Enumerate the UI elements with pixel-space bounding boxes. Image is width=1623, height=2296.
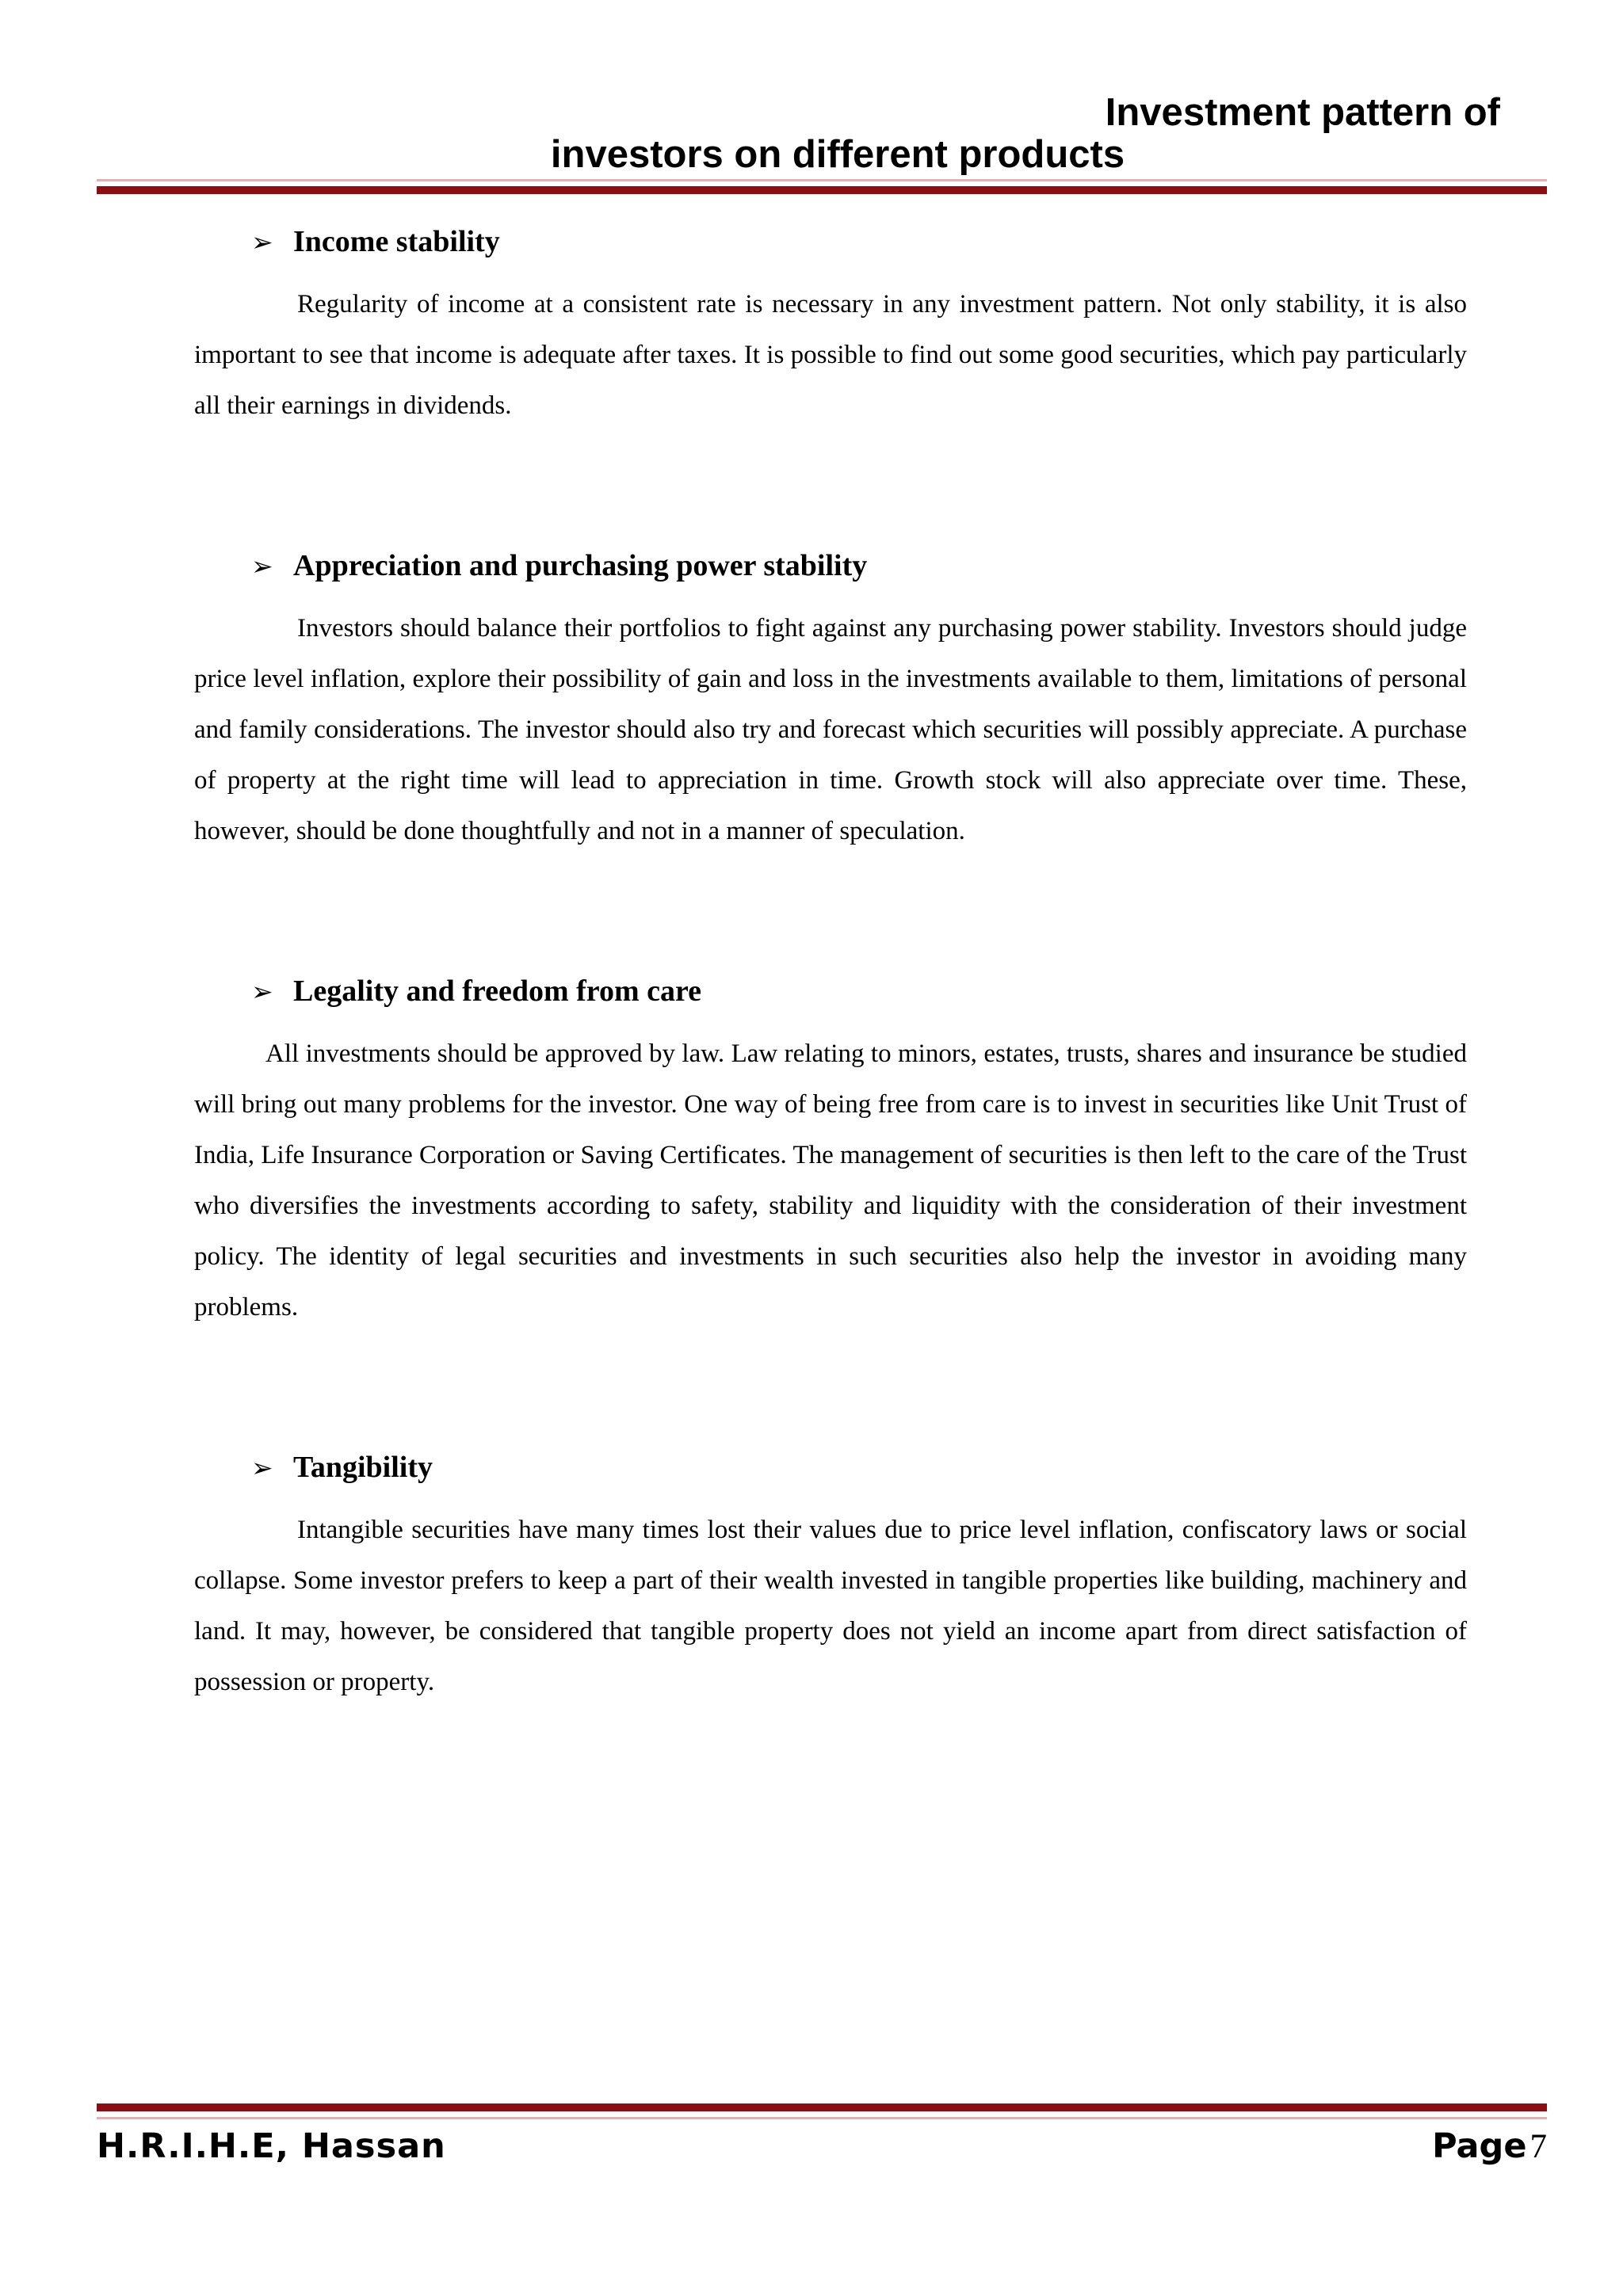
page-footer bbox=[97, 2124, 1547, 2176]
footer-institution: H.R.I.H.E, Hassan bbox=[97, 2126, 446, 2166]
section-title: Income stability bbox=[293, 225, 500, 258]
section-income-stability bbox=[194, 216, 1467, 431]
section-title: Tangibility bbox=[293, 1451, 433, 1484]
section-heading bbox=[194, 1442, 1467, 1493]
arrow-bullet-icon: ➢ bbox=[251, 976, 273, 1007]
arrow-bullet-icon: ➢ bbox=[251, 1452, 273, 1483]
section-tangibility bbox=[194, 1442, 1467, 1707]
section-paragraph: Regularity of income at a consistent rate is necessary in any investment pattern. Not only stability, it is also important to see that income is adequate after taxes. It is possible to find out some good securities, which pay particularly all their earnings in dividends. bbox=[194, 290, 1467, 420]
header-title-line2: investors on different products bbox=[550, 133, 1125, 176]
section-heading bbox=[194, 216, 1467, 268]
document-body bbox=[194, 216, 1467, 1707]
header-rule-thick bbox=[97, 186, 1547, 194]
section-appreciation-purchasing-power bbox=[194, 540, 1467, 856]
footer-rule-thin bbox=[97, 2117, 1547, 2119]
section-heading bbox=[194, 966, 1467, 1017]
footer-rule-thick bbox=[97, 2103, 1547, 2111]
section-paragraph: Intangible securities have many times lost their values due to price level inflation, confiscatory laws or social collapse. Some investor prefers to keep a part of their wealth invested in tangible properties like building, machinery and land. It may, however, be considered that tangible property does not yield an income apart from direct satisfaction of possession or property. bbox=[194, 1516, 1467, 1696]
arrow-bullet-icon: ➢ bbox=[251, 551, 273, 582]
section-heading bbox=[194, 540, 1467, 592]
section-title: Legality and freedom from care bbox=[293, 974, 702, 1008]
section-title: Appreciation and purchasing power stability bbox=[293, 549, 868, 582]
section-paragraph: Investors should balance their portfolios to fight against any purchasing power stability. Investors should judge price level inflation, explore their possibility of gain and loss in the investments available to them, limitations of personal and family considerations. The investor should also try and forecast which securities will possibly appreciate. A purchase of property at the right time will lead to appreciation in time. Growth stock will also appreciate over time. These, however, should be done thoughtfully and not in a manner of speculation. bbox=[194, 614, 1467, 845]
header-title-line1: Investment pattern of bbox=[1105, 91, 1500, 134]
header-rule-thin bbox=[97, 179, 1547, 181]
footer-page-label: Page bbox=[1432, 2126, 1527, 2166]
section-paragraph: All investments should be approved by law. Law relating to minors, estates, trusts, shares and insurance be studied will bring out many problems for the investor. One way of being free from care is to invest in securities like Unit Trust of India, Life Insurance Corporation or Saving Certificates. The management of securities is then left to the care of the Trust who diversifies the investments according to safety, stability and liquidity with the consideration of their investment policy. The identity of legal securities and investments in such securities also help the investor in avoiding many problems. bbox=[194, 1039, 1467, 1322]
arrow-bullet-icon: ➢ bbox=[251, 227, 273, 257]
footer-page-indicator bbox=[1432, 2124, 1547, 2176]
footer-page-number: 7 bbox=[1529, 2128, 1547, 2165]
section-legality-freedom-from-care bbox=[194, 966, 1467, 1333]
